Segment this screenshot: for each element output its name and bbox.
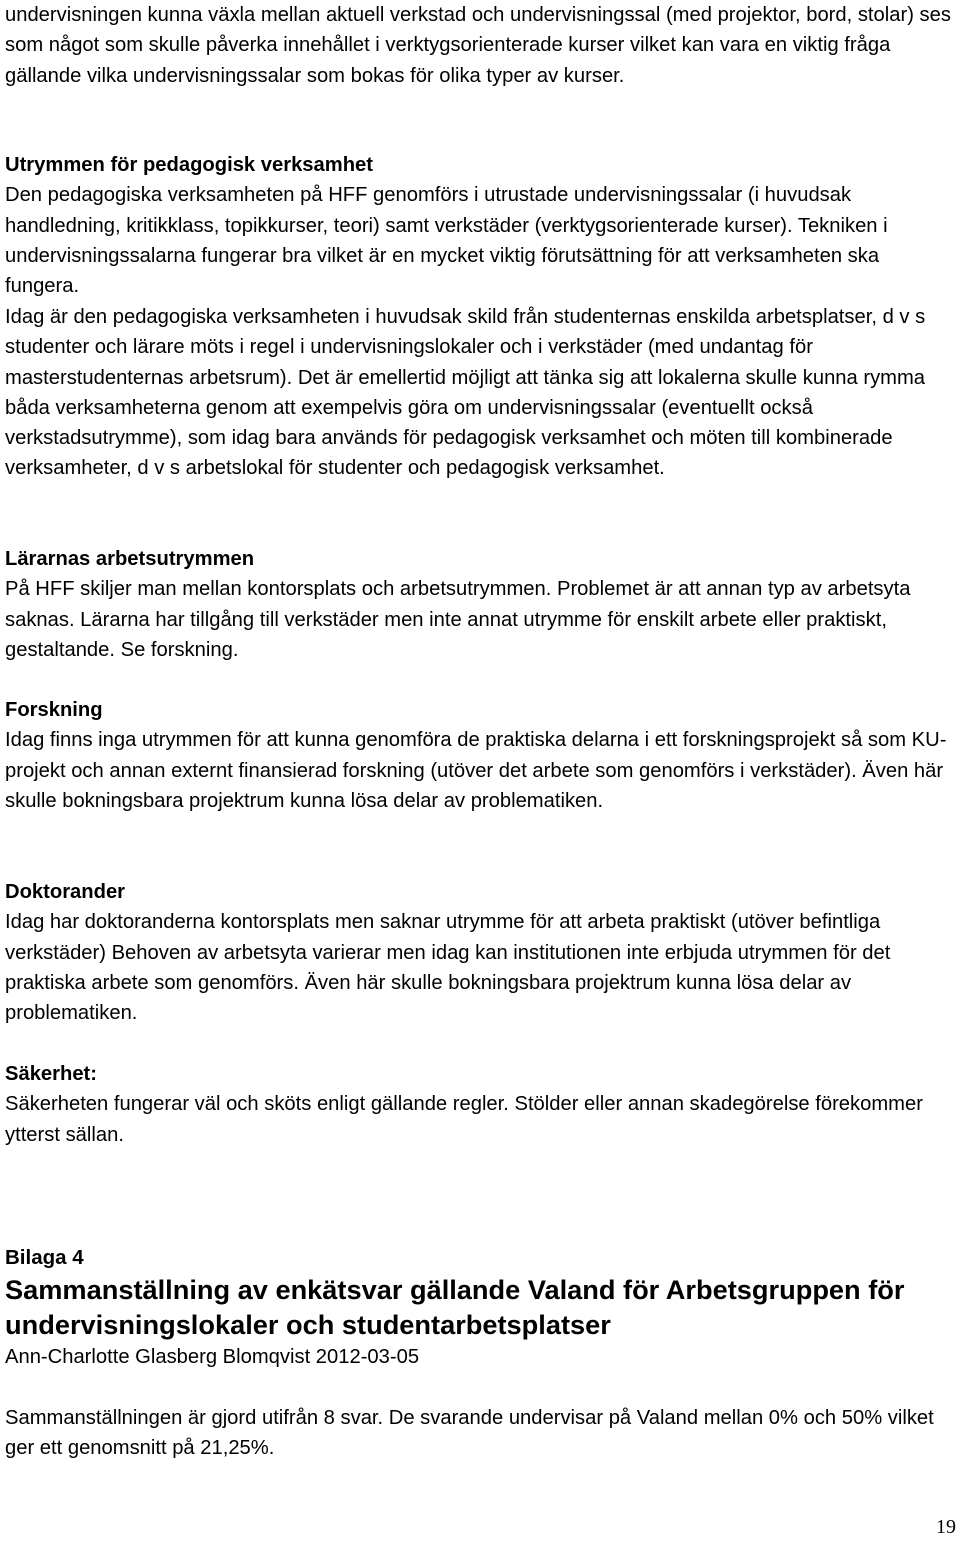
bilaga-title: Sammanställning av enkätsvar gällande Valand för Arbetsgruppen för undervisningslokaler och studentarbetsplatser [5,1274,905,1340]
pedagogisk-heading: Utrymmen för pedagogisk verksamhet [5,154,373,176]
pedagogisk-section [5,150,957,301]
lararnas-heading: Lärarnas arbetsutrymmen [5,548,255,570]
bilaga-author: Ann-Charlotte Glasberg Blomqvist 2012-03-05 [5,1346,420,1368]
pedagogisk-paragraph-1: Den pedagogiska verksamheten på HFF genomförs i utrustade undervisningssalar (i huvudsak handledning, kritikklass, topikkurser, teori) samt verkstäder (verktygsorienterade kurser). Tekniken i undervisningssalarna fungerar bra vilket är en mycket viktig förutsättning för att verksamheten ska fungera. [5,184,888,298]
forskning-section [5,695,957,816]
intro-paragraph: undervisningen kunna växla mellan aktuell verkstad och undervisningssal (med projektor, bord, stolar) ses som något som skulle påverka innehållet i verktygsorienterade kurser vilket kan vara en viktig fråga gällande vilka undervisningssalar som bokas för olika typer av kurser. [5,4,951,87]
pedagogisk-paragraph-2: Idag är den pedagogiska verksamheten i huvudsak skild från studenternas enskilda arbetsplatser, d v s studenter och lärare möts i regel i undervisningslokaler och i verkstäder (med undantag för masterstudenternas arbetsrum). Det är emellertid möjligt att tänka sig att lokalerna skulle kunna rymma båda verksamheterna genom att exempelvis göra om undervisningssalar (eventuellt också verkstadsutrymme), som idag bara används för pedagogisk verksamhet och möten till kombinerade verksamheter, d v s arbetslokal för studenter och pedagogisk verksamhet. [5,306,926,480]
doktorander-paragraph: Idag har doktoranderna kontorsplats men saknar utrymme för att arbeta praktiskt (utöver befintliga verkstäder) Behoven av arbetsyta varierar men idag kan institutionen inte erbjuda utrymmen för det praktiska arbete som genomförs. Även här skulle bokningsbara projektrum kunna lösa delar av problematiken. [5,911,891,1025]
pedagogisk-section-continued [5,302,957,484]
bilaga-section [5,1243,957,1372]
intro-section [5,0,957,91]
forskning-paragraph: Idag finns inga utrymmen för att kunna genomföra de praktiska delarna i ett forskningsprojekt så som KU-projekt och annan externt finansierad forskning (utöver det arbete som genomförs i verkstäder). Även här skulle bokningsbara projektrum kunna lösa delar av problematiken. [5,729,947,812]
summary-paragraph: Sammanställningen är gjord utifrån 8 svar. De svarande undervisar på Valand mellan 0% och 50% vilket ger ett genomsnitt på 21,25%. [5,1407,934,1460]
sakerhet-heading: Säkerhet: [5,1063,98,1085]
bilaga-label: Bilaga 4 [5,1246,84,1269]
page-number: 19 [936,1516,956,1538]
doktorander-section [5,877,957,1028]
forskning-heading: Forskning [5,699,103,721]
sakerhet-paragraph: Säkerheten fungerar väl och sköts enligt gällande regler. Stölder eller annan skadegörelse förekommer ytterst sällan. [5,1093,923,1146]
lararnas-paragraph: På HFF skiljer man mellan kontorsplats och arbetsutrymmen. Problemet är att annan typ av arbetsyta saknas. Lärarna har tillgång till verkstäder men inte annat utrymme för enskilt arbete eller praktiskt, gestaltande. Se forskning. [5,578,911,661]
summary-section [5,1403,957,1464]
lararnas-section [5,544,957,665]
sakerhet-section [5,1059,957,1150]
doktorander-heading: Doktorander [5,881,126,903]
